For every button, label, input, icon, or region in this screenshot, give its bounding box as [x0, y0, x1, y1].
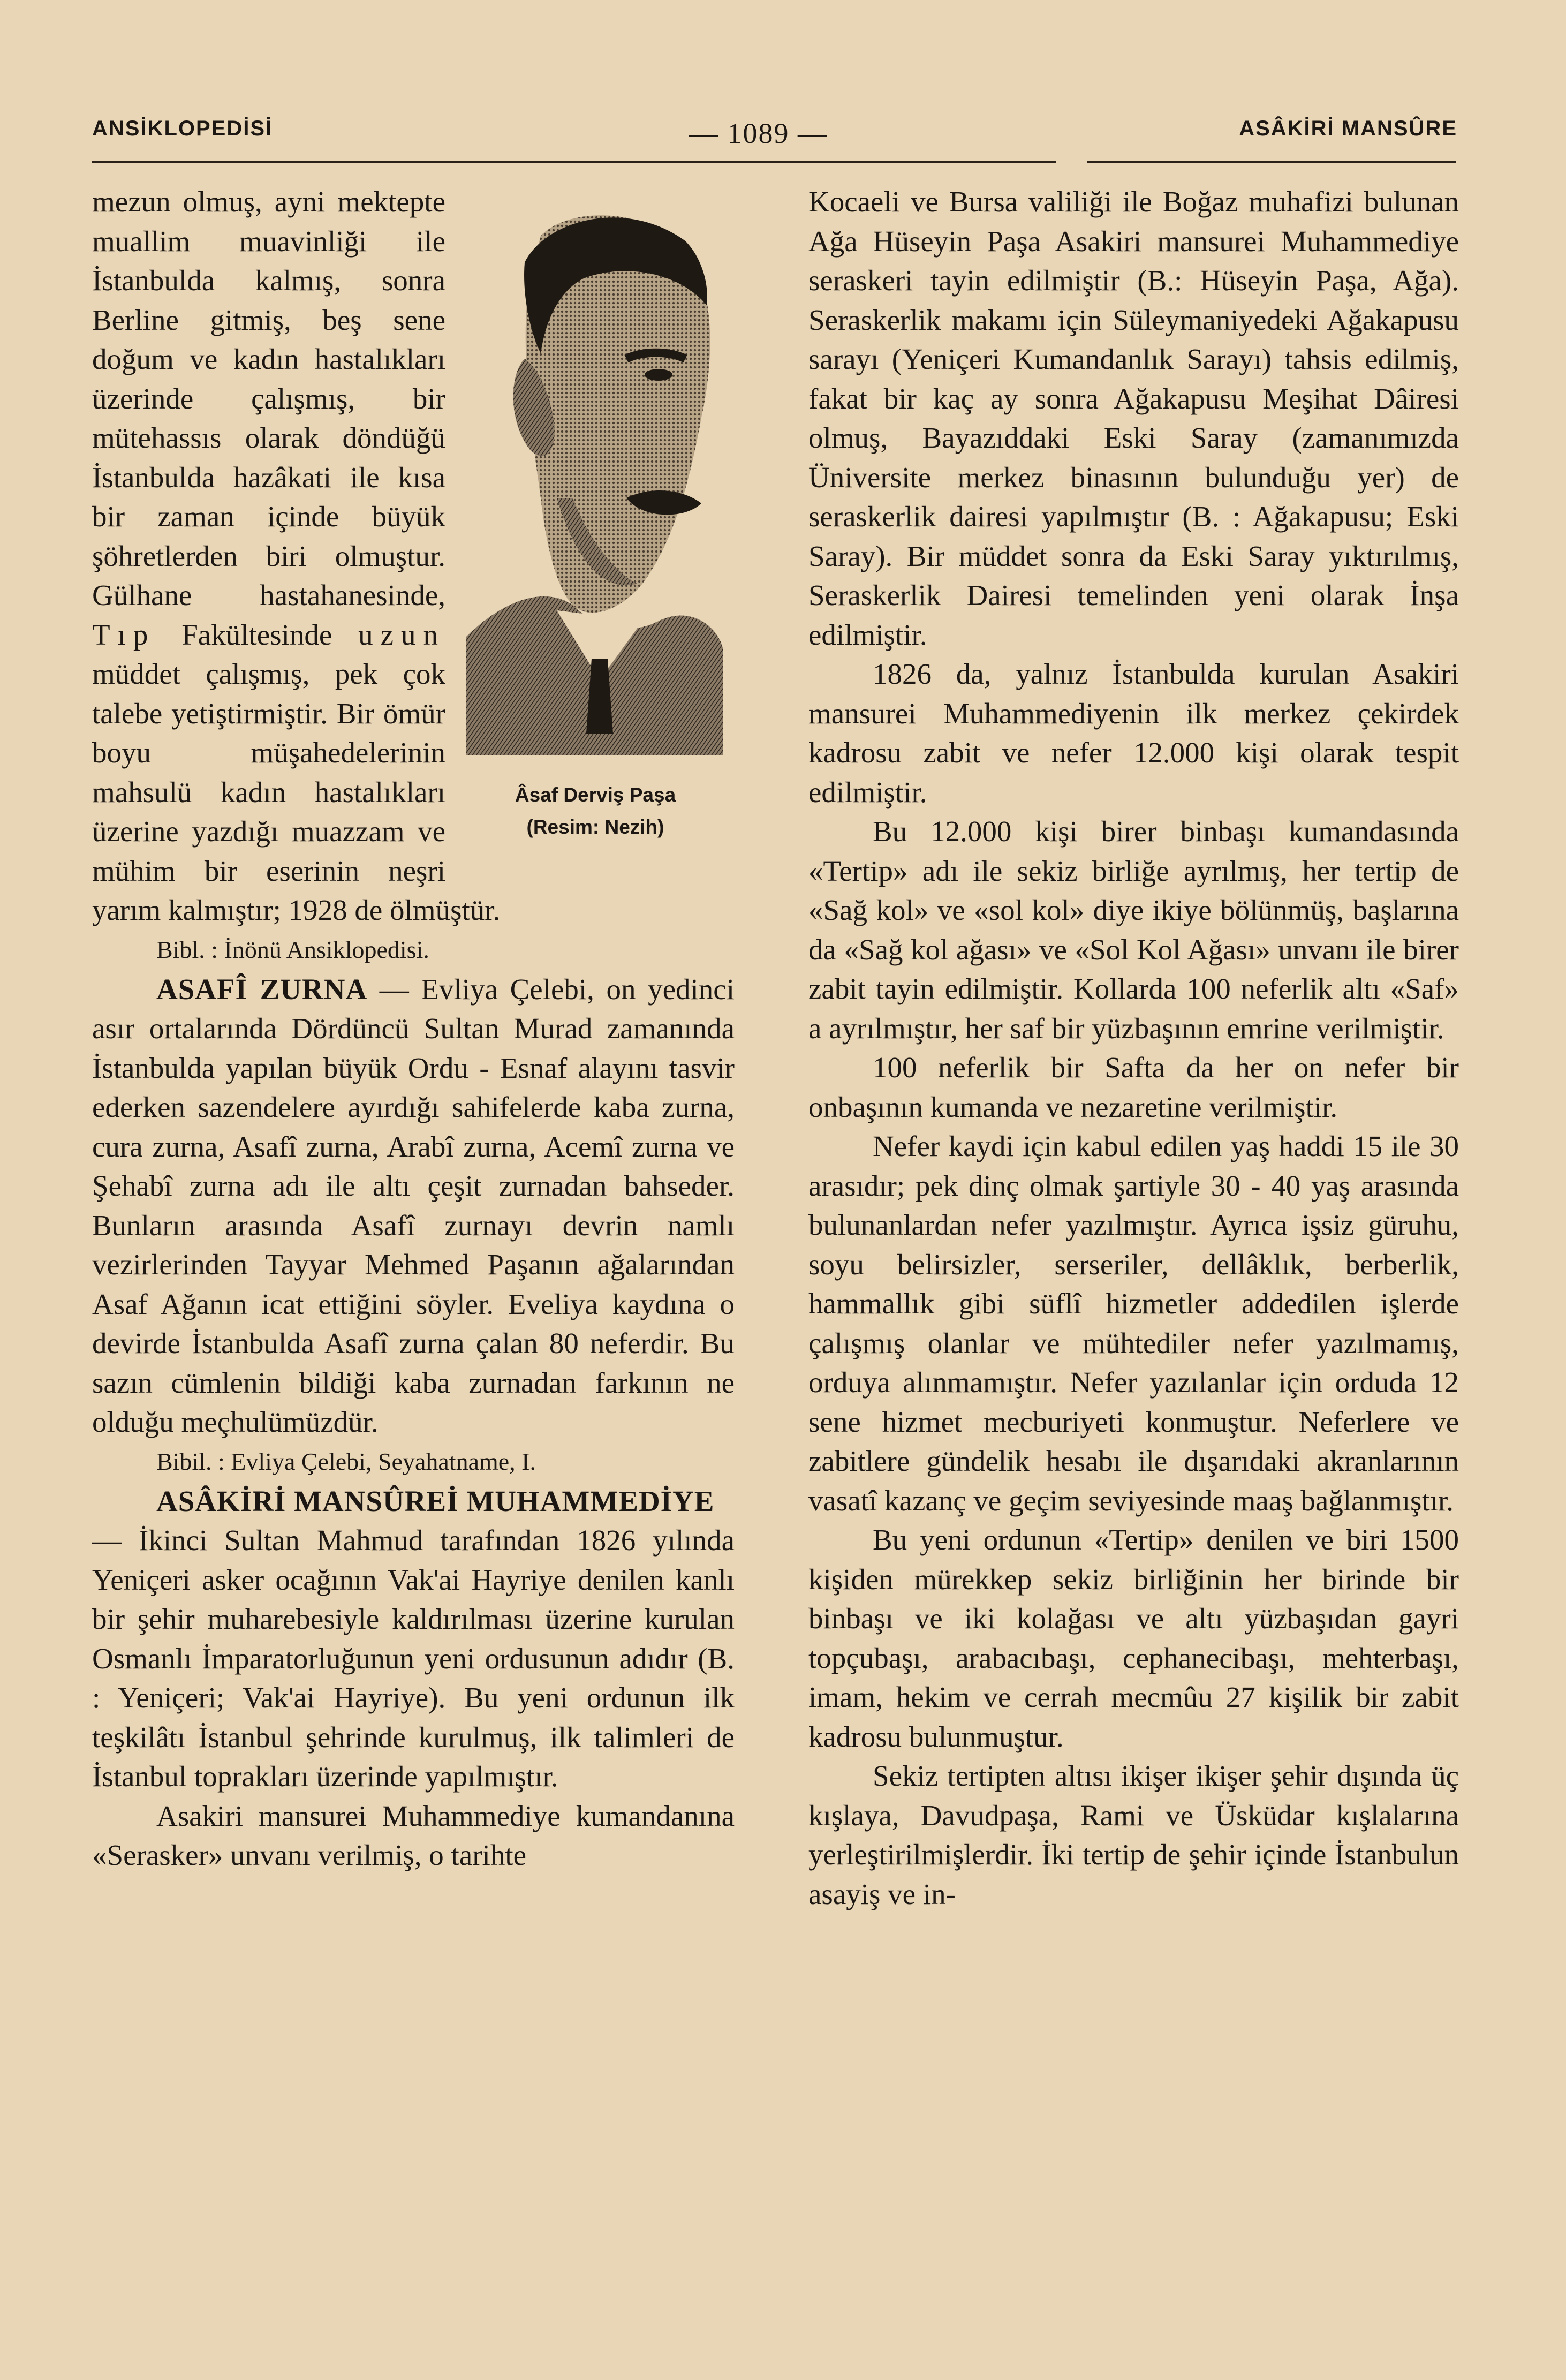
- header-right-title: ASÂKİRİ MANSÛRE: [1239, 117, 1457, 140]
- header-rule-left: [92, 161, 1056, 163]
- bibliography-2: Bibil. : Evliya Çelebi, Seyahatname, I.: [156, 1447, 536, 1475]
- portrait-image: [466, 198, 723, 755]
- asafi-zurna-entry: [92, 970, 735, 1442]
- bio-spaced-uzun: uzun: [358, 618, 445, 651]
- page-number: — 1089 —: [689, 117, 828, 149]
- right-paragraph-1: Kocaeli ve Bursa valiliği ile Boğaz muhafizi bulunan Ağa Hüseyin Paşa Asakiri mansurei Muhammediye seraskeri tayin edilmiştir (B.: Hüseyin Paşa, Ağa). Seraskerlik makamı için Süleymaniyedeki Ağakapusu sarayı (Yeniçeri Kumandanlık Sarayı) tahsis edilmiş, fakat bir kaç ay sonra Ağakapusu Meşihat Dâiresi olmuş, Bayazıddaki Eski Saray (zamanımızda Üniversite merkez binasının bulunduğu yer) de seraskerlik dairesi yapılmıştır (B. : Ağakapusu; Eski Saray). Bir müddet sonra da Eski Saray yıktırılmış, Seraskerlik Dairesi temelinden yeni olarak İnşa edilmiştir.: [808, 185, 1459, 651]
- asakiri-paragraph-2: Asakiri mansurei Muhammediye kumandanına «Serasker» unvanı verilmiş, o tarihte: [92, 1799, 735, 1871]
- bio-text-c: müddet çalışmış, pek çok talebe yetiştirmiştir. Bir ömür boyu müşahedelerinin mahsulü kadın hastalıkları üzerine yazdığı muazzam ve mühim bir eserinin neşri yarım kalmıştır; 1928 de ölmüştür.: [92, 658, 501, 926]
- right-column: [808, 182, 1459, 1914]
- page-header: [92, 117, 1457, 154]
- right-paragraph-3: Bu 12.000 kişi birer binbaşı kumandasında «Tertip» adı ile sekiz birliğe ayrılmış, her tertip de «Sağ kol» ve «sol kol» diye ikiye bölünmüş, başlarına da «Sağ kol ağası» ve «Sol Kol Ağası» unvanı ile birer zabit tayin edilmiştir. Kollarda 100 neferlik altı «Saf» a ayrılmıştır, her saf bir yüzbaşının emrine verilmiştir.: [808, 815, 1459, 1045]
- left-column: [92, 182, 735, 1875]
- right-paragraph-2: 1826 da, yalnız İstanbulda kurulan Asakiri mansurei Muhammediyenin ilk merkez çekirdek kadrosu zabit ve nefer 12.000 kişi olarak tespit edilmiştir.: [808, 658, 1459, 809]
- right-paragraph-7: Sekiz tertipten altısı ikişer ikişer şehir dışında üç kışlaya, Davudpaşa, Rami ve Üsküdar kışlalarına yerleştirilmişlerdir. İki tertip de şehir içinde İstanbulun asayiş ve in-: [808, 1759, 1459, 1910]
- bibliography-1: Bibl. : İnönü Ansiklopedisi.: [156, 935, 429, 963]
- asafi-zurna-text: — Evliya Çelebi, on yedinci asır ortalarında Dördüncü Sultan Murad zamanında İstanbulda yapılan büyük Ordu - Esnaf alayını tasvir ederken sazendelere ayırdığı sahifelerde kaba zurna, cura zurna, Asafî zurna, Arabî zurna, Acemî zurna ve Şehabî zurna adı ile altı çeşit zurnadan bahseder. Bunların arasında Asafî zurnayı devrin namlı vezirlerinden Tayyar Mehmed Paşanın ağalarından Asaf Ağanın icat ettiğini söyler. Eveliya kaydına o devirde İstanbulda Asafî zurna çalan 80 neferdir. Bu sazın cümlenin bildiği kaba zurnadan farkının ne olduğu meçhulümüzdür.: [92, 972, 735, 1438]
- asakiri-entry-text: — İkinci Sultan Mahmud tarafından 1826 yılında Yeniçeri asker ocağının Vak'ai Hayriye denilen kanlı bir şehir muharebesiyle kaldırılması üzerine kurulan Osmanlı İmparatorluğunun yeni ordusunun adıdır (B. : Yeniçeri; Vak'ai Hayriye). Bu yeni ordunun ilk teşkilâtı İstanbul şehrinde kurulmuş, ilk talimleri de İstanbul toprakları üzerinde yapılmıştır.: [92, 1524, 735, 1793]
- header-rule-right: [1087, 161, 1456, 163]
- asakiri-title: ASÂKİRİ MANSÛREİ MUHAMMEDİYE: [156, 1484, 715, 1517]
- portrait-caption: [456, 779, 735, 843]
- header-left-title: ANSİKLOPEDİSİ: [92, 117, 273, 140]
- portrait-figure: [456, 182, 735, 857]
- caption-credit: (Resim: Nezih): [526, 816, 664, 838]
- bio-spaced-tip: Tıp: [92, 618, 156, 651]
- right-paragraph-6: Bu yeni ordunun «Tertip» denilen ve biri 1500 kişiden mürekkep sekiz birliğinin her birinde bir binbaşı ve iki kolağası ve altı yüzbaşıdan gayri topçubaşı, arabacıbaşı, cephanecibaşı, mehterbaşı, imam, hekim ve cerrah mecmûu 27 kişilik bir zabit kadrosu bulunmuştur.: [808, 1523, 1459, 1753]
- bio-text-b: Fakültesinde: [155, 618, 359, 651]
- asakiri-entry-title-line: [92, 1482, 735, 1521]
- caption-name: Âsaf Derviş Paşa: [515, 784, 676, 806]
- bio-text-a: mezun olmuş, ayni mektepte muallim muavinliği ile İstanbulda kalmış, sonra Berline gitmiş, beş sene doğum ve kadın hastalıkları üzerinde çalışmış, bir mütehassıs olarak döndüğü İstanbulda hazâkati ile kısa bir zaman içinde büyük şöhretlerden biri olmuştur. Gülhane hastahanesinde,: [92, 185, 445, 611]
- right-paragraph-5: Nefer kaydi için kabul edilen yaş haddi 15 ile 30 arasıdır; pek dinç olmak şartiyle 30 - 40 yaş arasında bulunanlardan nefer yazılmıştır. Ayrıca işsiz güruhu, soyu belirsizler, serseriler, dellâklık, berberlik, hammallık gibi süflî hizmetler addedilen işlerde çalışmış olanlar ve mühtediler nefer yazılmamış, orduya alınmamıştır. Nefer yazılanlar için orduda 12 sene hizmet mecburiyeti konmuştur. Neferlere ve zabitlere gündelik hesabı ile dışarıdaki akranlarının vasatî kazanç ve geçim seviyesinde maaş bağlanmıştır.: [808, 1130, 1459, 1517]
- asafi-zurna-title: ASAFÎ ZURNA: [156, 972, 368, 1006]
- right-paragraph-4: 100 neferlik bir Safta da her on nefer bir onbaşının kumanda ve nezaretine verilmiştir.: [808, 1051, 1459, 1123]
